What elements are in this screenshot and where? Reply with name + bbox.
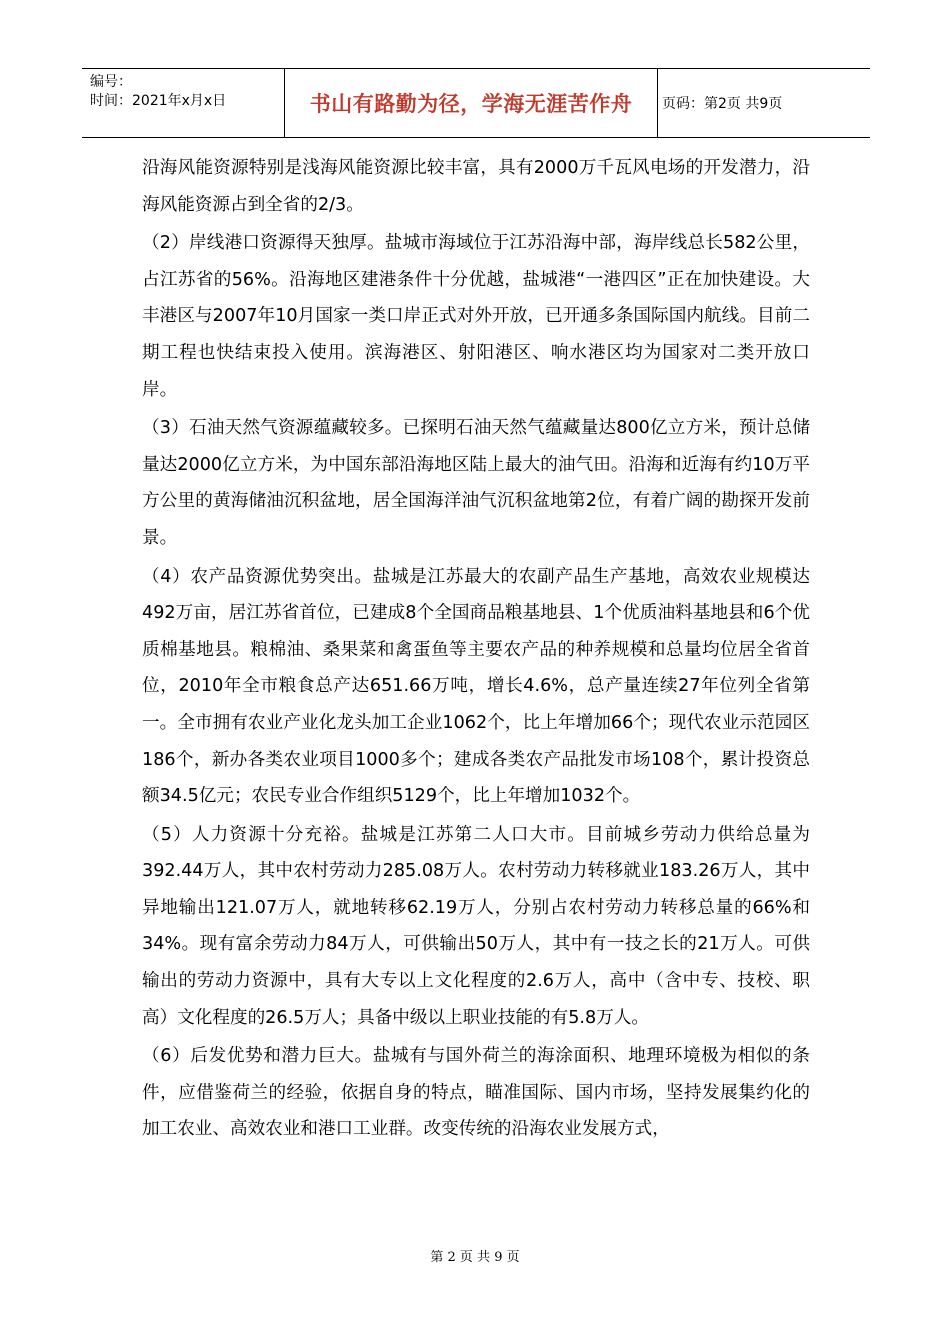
paragraph-development-potential: （6）后发优势和潜力巨大。盐城有与国外荷兰的海涂面积、地理环境极为相似的条件，应借鉴荷兰的经验，依据自身的特点，瞄准国际、国内市场，坚持发展集约化的加工农业、高效农业和港口工业群。改变传统的沿海农业发展方式， (142, 1046, 810, 1140)
header-motto-cell (285, 69, 658, 137)
header-page-cell (658, 69, 870, 137)
document-date-label: 时间：2021年x月x日 (90, 93, 227, 109)
document-number-label: 编号： (90, 74, 132, 90)
header-motto: 书山有路勤为径，学海无涯苦作舟 (309, 92, 633, 116)
paragraph-oil-gas-resources: （3）石油天然气资源蕴藏较多。已探明石油天然气蕴藏量达800亿立方米，预计总储量达2000亿立方米，为中国东部沿海地区陆上最大的油气田。沿海和近海有约10万平方公里的黄海储油沉积盆地，居全国海洋油气沉积盆地第2位，有着广阔的勘探开发前景。 (142, 418, 810, 548)
paragraph-agricultural-resources: （4）农产品资源优势突出。盐城是江苏最大的农副产品生产基地，高效农业规模达492万亩，居江苏省首位，已建成8个全国商品粮基地县、1个优质油料基地县和6个优质棉基地县。粮棉油、桑果菜和禽蛋鱼等主要农产品的种养规模和总量均位居全省首位，2010年全市粮食总产达651.66万吨，增长4.6%，总产量连续27年位列全省第一。全市拥有农业产业化龙头加工企业1062个，比上年增加66个；现代农业示范园区186个，新办各类农业项目1000多个；建成各类农产品批发市场108个，累计投资总额34.5亿元；农民专业合作组织5129个，比上年增加1032个。 (142, 566, 810, 807)
document-body (142, 150, 810, 1148)
page-header (82, 68, 870, 138)
header-page-info: 页码：第2页 共9页 (662, 96, 783, 112)
header-meta-cell (82, 69, 285, 137)
paragraph-wind-resources: 沿海风能资源特别是浅海风能资源比较丰富，具有2000万千瓦风电场的开发潜力，沿海风能资源占到全省的2/3。 (142, 158, 810, 215)
paragraph-port-resources: （2）岸线港口资源得天独厚。盐城市海域位于江苏沿海中部，海岸线总长582公里，占江苏省的56%。沿海地区建港条件十分优越，盐城港“一港四区”正在加快建设。大丰港区与2007年10月国家一类口岸正式对外开放，已开通多条国际国内航线。目前二期工程也快结束投入使用。滨海港区、射阳港区、响水港区均为国家对二类开放口岸。 (142, 233, 810, 400)
footer-page-number: 第 2 页 共 9 页 (430, 1250, 520, 1265)
paragraph-human-resources: （5）人力资源十分充裕。盐城是江苏第二人口大市。目前城乡劳动力供给总量为392.44万人，其中农村劳动力285.08万人。农村劳动力转移就业183.26万人，其中异地输出121.07万人，就地转移62.19万人，分别占农村劳动力转移总量的66%和34%。现有富余劳动力84万人，可供输出50万人，其中有一技之长的21万人。可供输出的劳动力资源中，具有大专以上文化程度的2.6万人，高中（含中专、技校、职高）文化程度的26.5万人；具备中级以上职业技能的有5.8万人。 (142, 824, 810, 1028)
page-footer (0, 1246, 950, 1265)
